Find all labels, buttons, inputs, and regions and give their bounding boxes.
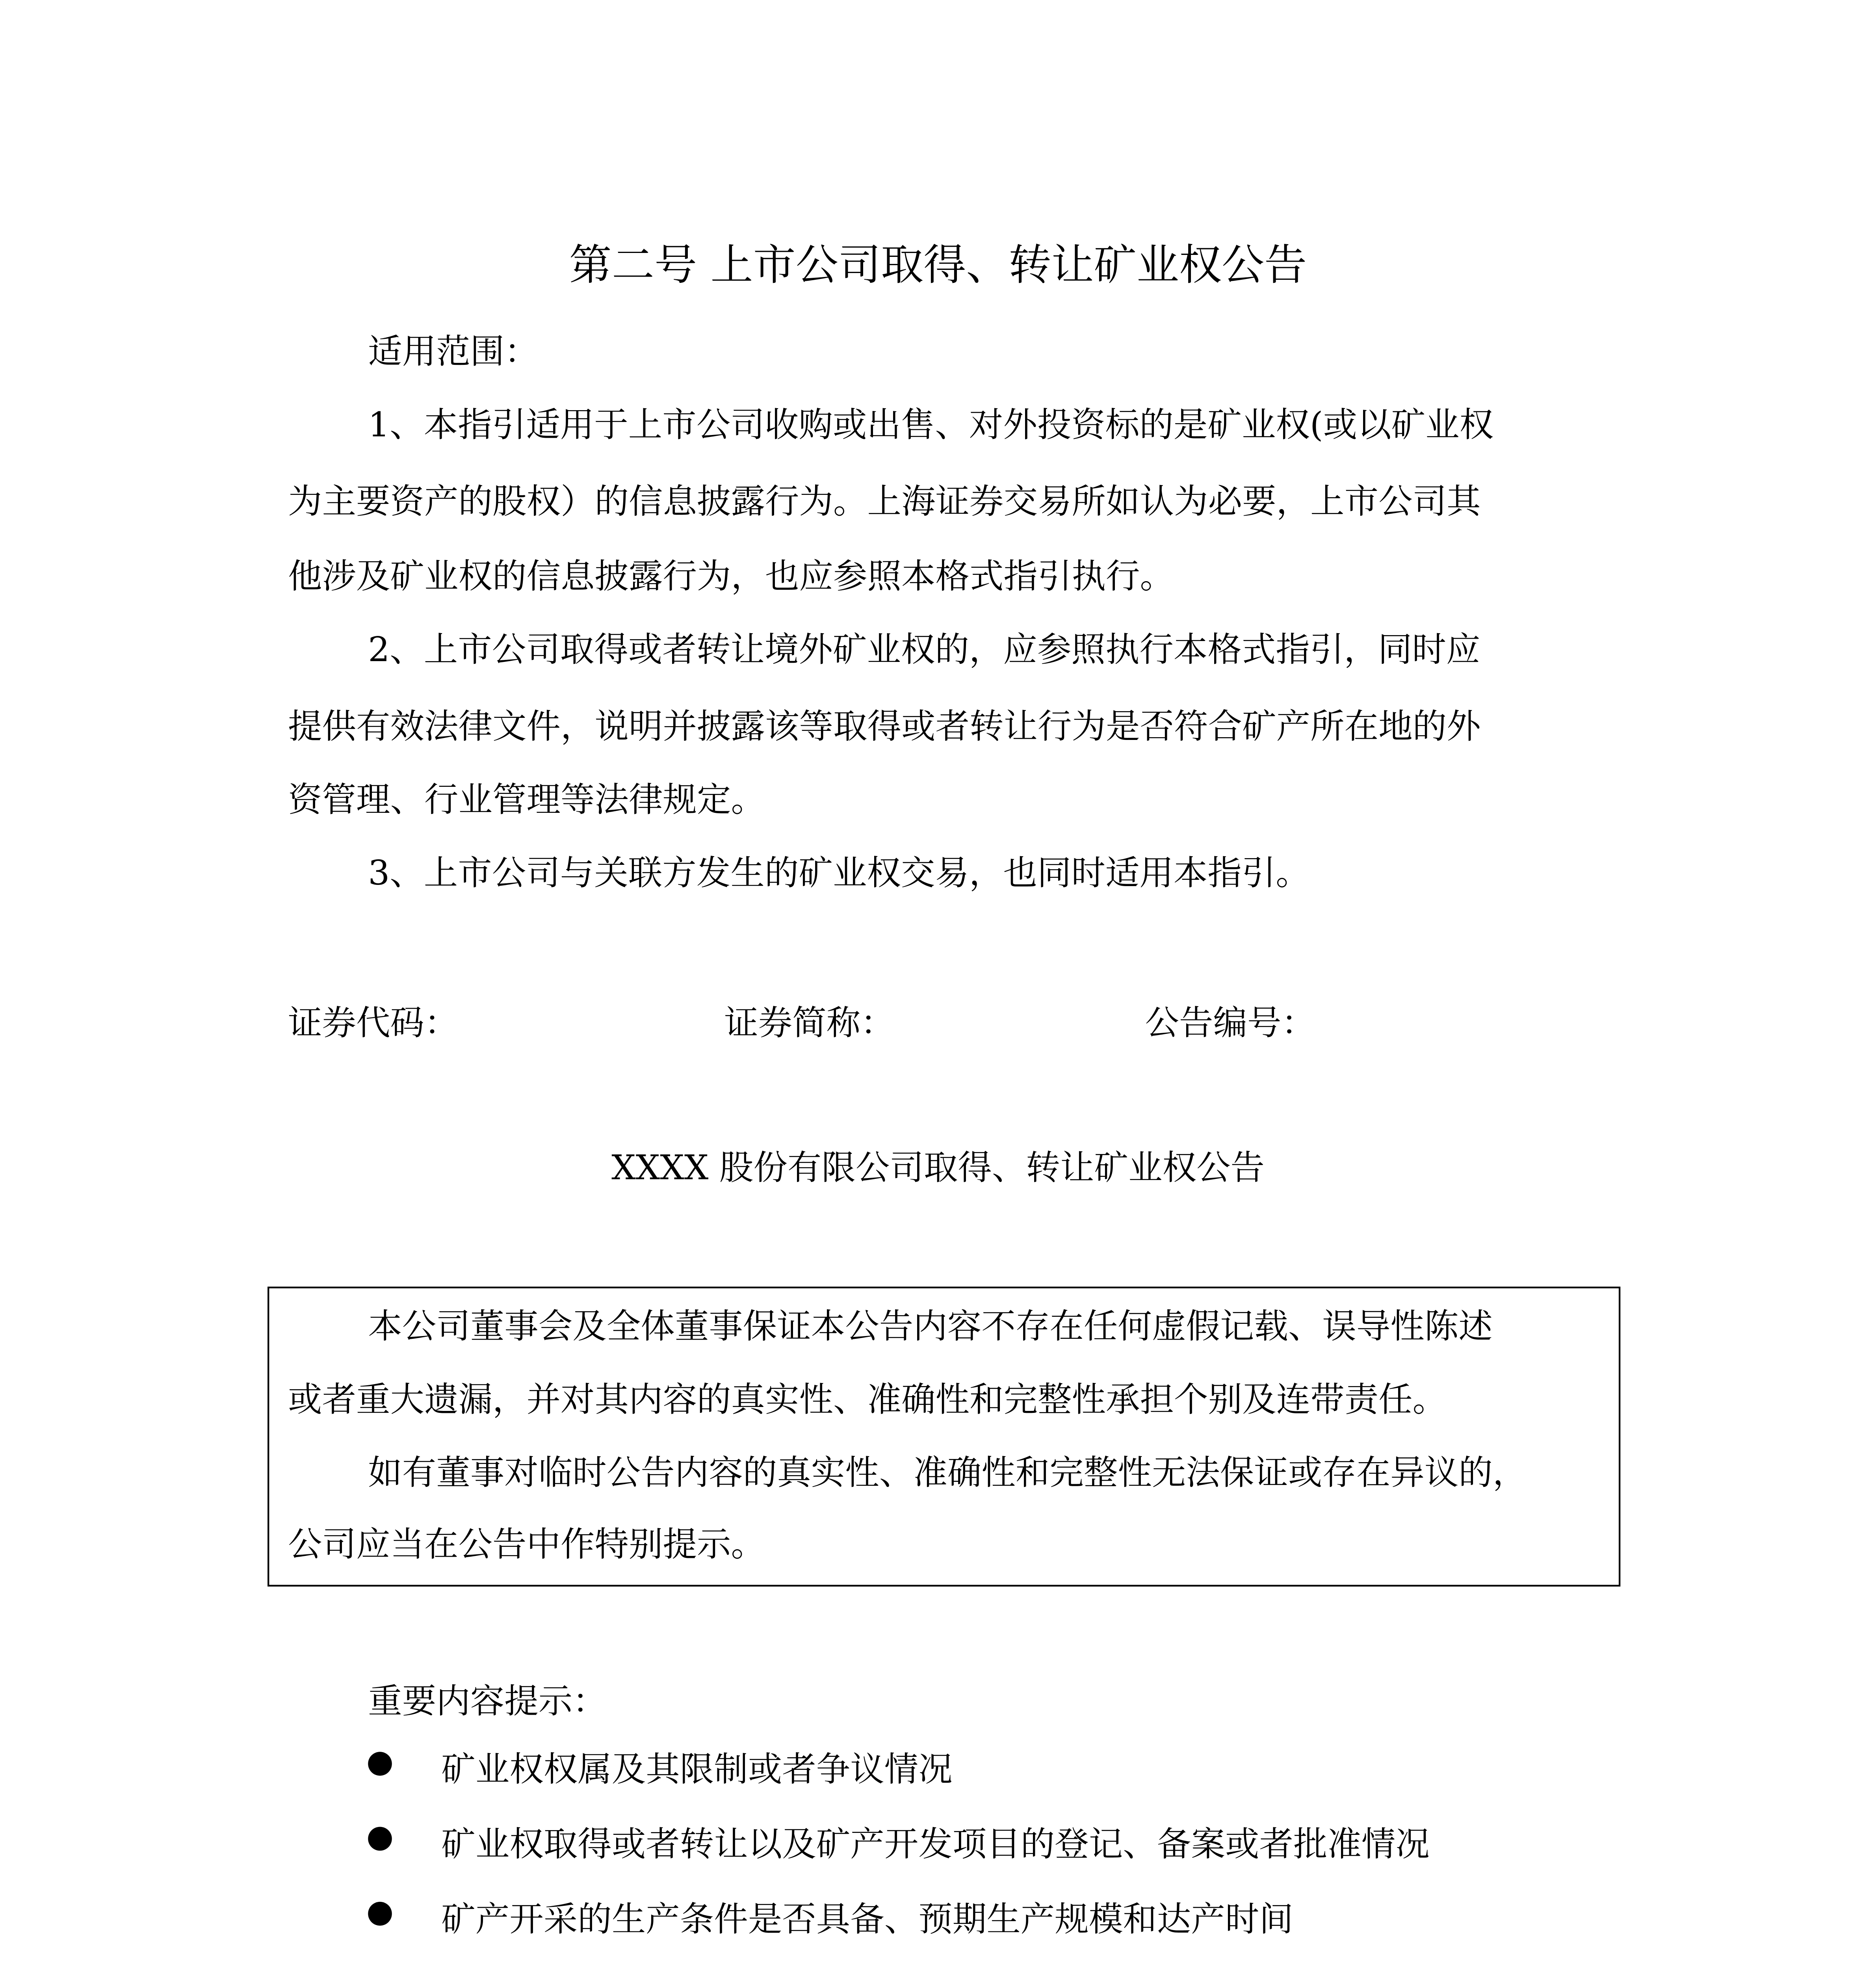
bullet-icon (368, 1752, 392, 1776)
scope-line: 2、上市公司取得或者转让境外矿业权的，应参照执行本格式指引，同时应 (368, 628, 1480, 670)
announcement-title: XXXX 股份有限公司取得、转让矿业权公告 (611, 1147, 1265, 1188)
disclaimer-line: 公司应当在公告中作特别提示。 (288, 1523, 765, 1565)
announcement-no-label: 公告编号： (1145, 1002, 1316, 1043)
scope-line: 为主要资产的股权）的信息披露行为。上海证券交易所如认为必要，上市公司其 (288, 480, 1481, 522)
bullet-icon (368, 1902, 392, 1926)
scope-line: 3、上市公司与关联方发生的矿业权交易，也同时适用本指引。 (368, 852, 1310, 893)
scope-line: 1、本指引适用于上市公司收购或出售、对外投资标的是矿业权(或以矿业权 (368, 404, 1494, 445)
disclaimer-line: 如有董事对临时公告内容的真实性、准确性和完整性无法保证或存在异议的， (368, 1452, 1527, 1493)
key-point-item: 矿业权权属及其限制或者争议情况 (441, 1748, 953, 1790)
key-points-heading: 重要内容提示： (368, 1680, 607, 1721)
key-point-item: 矿业权取得或者转让以及矿产开发项目的登记、备案或者批准情况 (441, 1823, 1430, 1864)
scope-line: 提供有效法律文件，说明并披露该等取得或者转让行为是否符合矿产所在地的外 (288, 705, 1481, 747)
document-title: 第二号 上市公司取得、转让矿业权公告 (569, 240, 1307, 290)
scope-heading: 适用范围： (368, 331, 539, 372)
stock-code-label: 证券代码： (288, 1002, 459, 1043)
disclaimer-line: 本公司董事会及全体董事保证本公告内容不存在任何虚假记载、误导性陈述 (368, 1305, 1493, 1346)
scope-line: 他涉及矿业权的信息披露行为，也应参照本格式指引执行。 (288, 556, 1174, 597)
stock-abbr-label: 证券简称： (724, 1002, 895, 1043)
scope-line: 资管理、行业管理等法律规定。 (288, 779, 765, 820)
disclaimer-line: 或者重大遗漏，并对其内容的真实性、准确性和完整性承担个别及连带责任。 (288, 1379, 1447, 1420)
bullet-icon (368, 1827, 392, 1851)
key-point-item: 矿产开采的生产条件是否具备、预期生产规模和达产时间 (441, 1898, 1293, 1940)
